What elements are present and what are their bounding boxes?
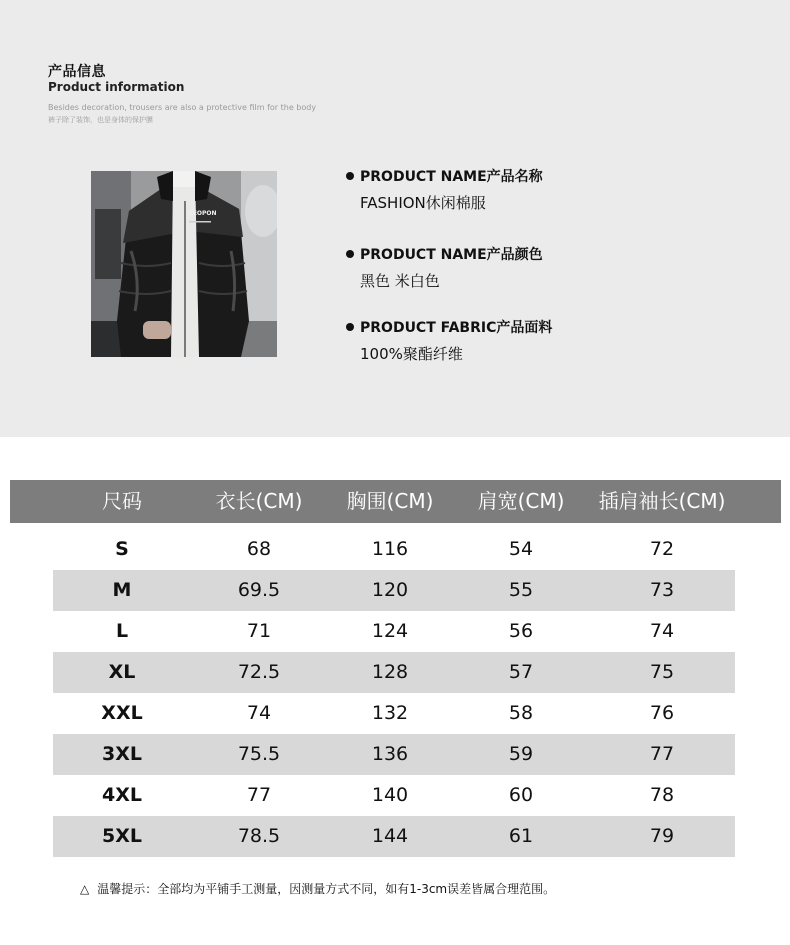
cell-size: M (112, 579, 132, 601)
header-shoulder: 肩宽(CM) (477, 489, 565, 513)
cell-length: 74 (246, 702, 272, 724)
cell-chest: 140 (371, 784, 409, 806)
cell-sleeve: 77 (649, 743, 675, 765)
spec-product-fabric (346, 317, 552, 364)
info-title: 产品信息 (48, 64, 106, 80)
header-length: 衣长(CM) (215, 489, 303, 513)
cell-shoulder: 54 (508, 538, 534, 560)
product-photo (91, 171, 277, 357)
cell-length: 71 (246, 620, 272, 642)
cell-sleeve: 78 (649, 784, 675, 806)
cell-sleeve: 74 (649, 620, 675, 642)
spec-label: PRODUCT NAME产品名称 (360, 169, 543, 185)
cell-length: 75.5 (237, 743, 281, 765)
cell-sleeve: 76 (649, 702, 675, 724)
cell-shoulder: 56 (508, 620, 534, 642)
spec-product-color (346, 244, 543, 291)
table-row (53, 816, 735, 857)
cell-size: L (115, 620, 129, 642)
table-row (53, 570, 735, 611)
table-row (53, 775, 735, 816)
cell-chest: 144 (371, 825, 409, 847)
info-description-cn: 裤子除了装饰，也是身体的保护膜 (48, 116, 153, 124)
table-row (53, 652, 735, 693)
cell-sleeve: 75 (649, 661, 675, 683)
spec-product-name (346, 166, 543, 213)
spec-value: 100%聚酯纤维 (360, 345, 463, 363)
cell-shoulder: 60 (508, 784, 534, 806)
header-size: 尺码 (102, 489, 142, 513)
cell-length: 78.5 (237, 825, 281, 847)
info-subtitle: Product information (48, 80, 185, 94)
cell-size: S (115, 538, 129, 560)
product-info-panel (0, 0, 790, 437)
cell-shoulder: 58 (508, 702, 534, 724)
cell-chest: 116 (371, 538, 409, 560)
cell-length: 72.5 (237, 661, 281, 683)
cell-size: 5XL (102, 825, 142, 847)
cell-chest: 120 (371, 579, 409, 601)
cell-shoulder: 57 (508, 661, 534, 683)
cell-shoulder: 59 (508, 743, 534, 765)
cell-chest: 136 (371, 743, 409, 765)
warning-triangle-icon: △ (80, 882, 90, 896)
spec-value: 黑色 米白色 (360, 272, 440, 290)
table-row (53, 693, 735, 734)
cell-sleeve: 72 (649, 538, 675, 560)
cell-length: 69.5 (237, 579, 281, 601)
measurement-note (80, 880, 555, 897)
cell-length: 77 (246, 784, 272, 806)
bullet-icon (346, 323, 354, 331)
cell-chest: 132 (371, 702, 409, 724)
jacket-logo: LEOPON (189, 210, 217, 217)
cell-size: 4XL (102, 784, 142, 806)
note-text: 温馨提示：全部均为平铺手工测量，因测量方式不同，如有1-3cm误差皆属合理范围。 (97, 882, 556, 896)
cell-size: 3XL (102, 743, 142, 765)
cell-chest: 124 (371, 620, 409, 642)
size-table-header (10, 480, 781, 523)
cell-size: XL (108, 661, 136, 683)
spec-value: FASHION休闲棉服 (360, 194, 486, 212)
cell-shoulder: 55 (508, 579, 534, 601)
spec-label: PRODUCT NAME产品颜色 (360, 247, 543, 263)
cell-sleeve: 73 (649, 579, 675, 601)
cell-shoulder: 61 (508, 825, 534, 847)
table-row (53, 529, 735, 570)
cell-chest: 128 (371, 661, 409, 683)
cell-length: 68 (246, 538, 272, 560)
header-sleeve: 插肩袖长(CM) (598, 489, 726, 513)
table-row (53, 734, 735, 775)
cell-sleeve: 79 (649, 825, 675, 847)
cell-size: XXL (101, 702, 143, 724)
spec-label: PRODUCT FABRIC产品面料 (360, 320, 553, 336)
info-description-en: Besides decoration, trousers are also a protective film for the body (48, 103, 317, 112)
header-chest: 胸围(CM) (346, 489, 434, 513)
bullet-icon (346, 172, 354, 180)
bullet-icon (346, 250, 354, 258)
table-row (53, 611, 735, 652)
size-table-body (53, 529, 735, 857)
